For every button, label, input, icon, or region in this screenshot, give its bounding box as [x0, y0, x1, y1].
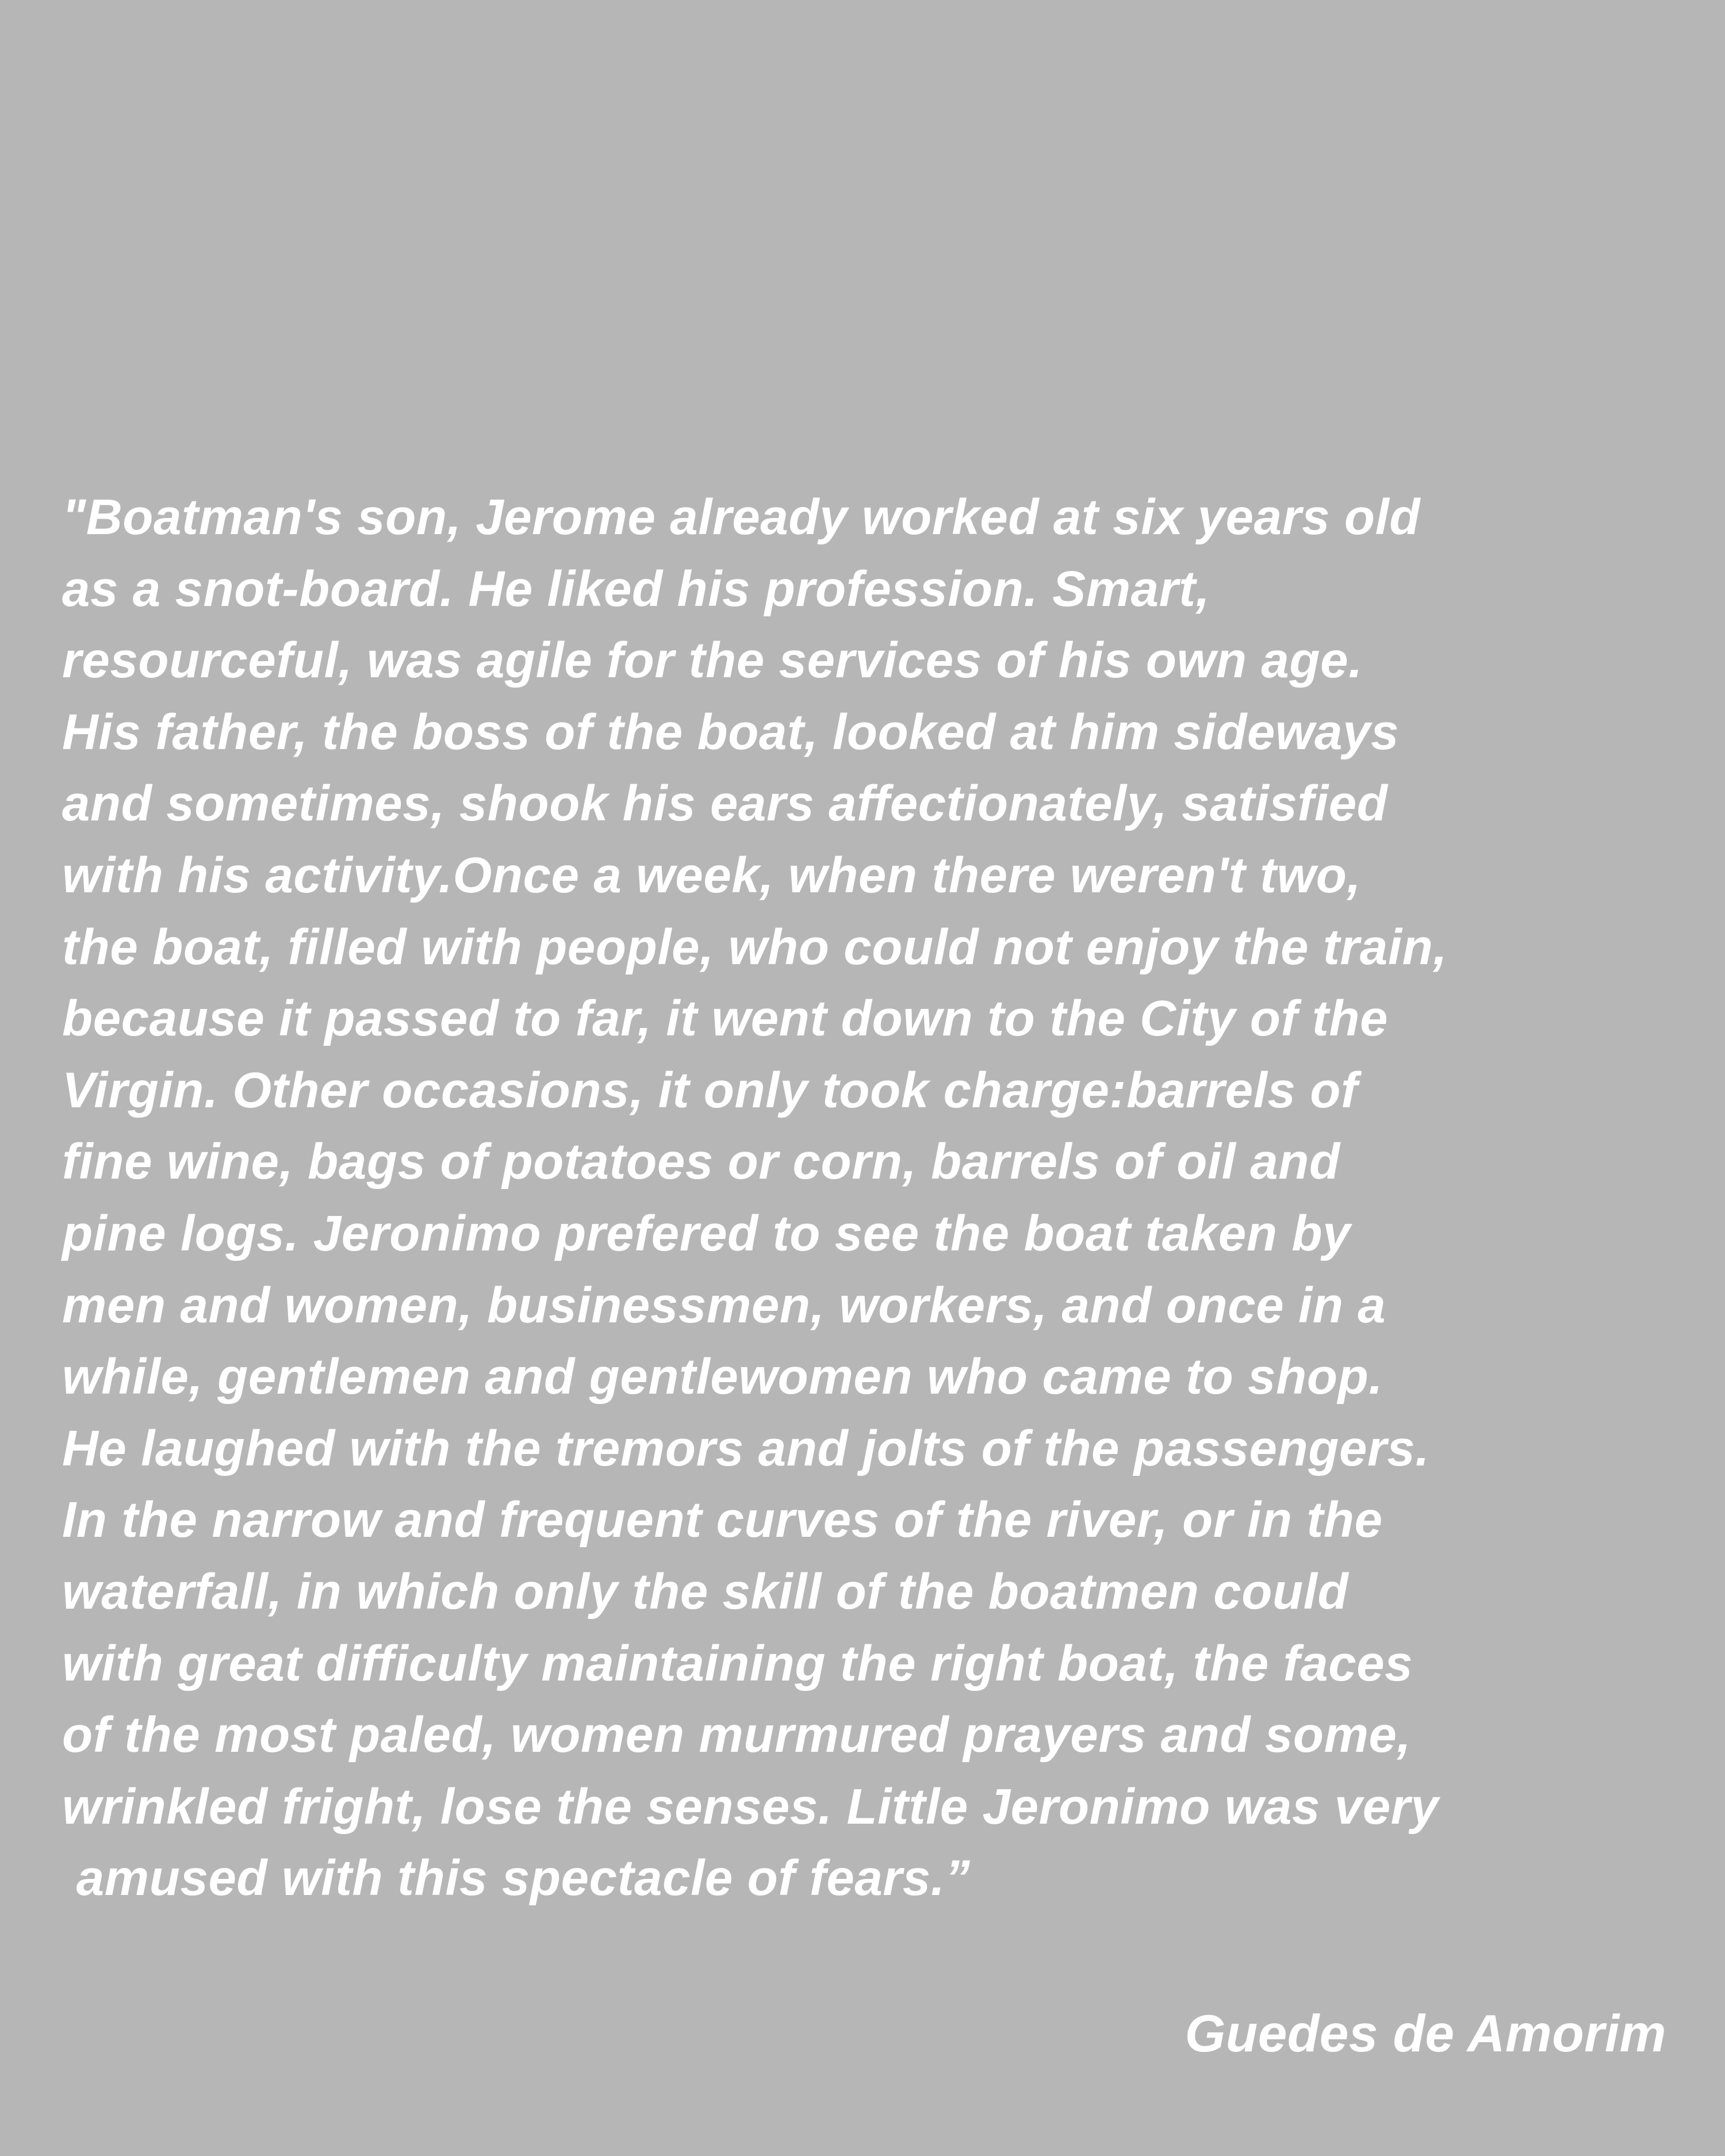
quote-line: wrinkled fright, lose the senses. Little Jeronimo was very	[62, 1778, 1439, 1835]
quote-line: and sometimes, shook his ears affectionately, satisfied	[62, 776, 1388, 832]
quote-line: His father, the boss of the boat, looked at him sideways	[62, 704, 1400, 760]
quote-line: amused with this spectacle of fears.”	[62, 1850, 971, 1906]
quote-line: resourceful, was agile for the services of his own age.	[62, 632, 1363, 689]
quote-line: In the narrow and frequent curves of the river, or in the	[62, 1492, 1383, 1548]
quote-line: with his activity.Once a week, when there weren't two,	[62, 847, 1362, 903]
quote-line: because it passed to far, it went down to the City of the	[62, 991, 1389, 1047]
quote-line: while, gentlemen and gentlewomen who came to shop.	[62, 1349, 1383, 1405]
quote-line: He laughed with the tremors and jolts of the passengers.	[62, 1420, 1430, 1476]
quote-line: fine wine, bags of potatoes or corn, barrels of oil and	[62, 1134, 1340, 1190]
quote-line: Virgin. Other occasions, it only took charge:barrels of	[62, 1062, 1358, 1118]
quote-line: men and women, businessmen, workers, and once in a	[62, 1277, 1386, 1333]
quote-line: the boat, filled with people, who could not enjoy the train,	[62, 919, 1448, 975]
quote-author: Guedes de Amorim	[1184, 2005, 1666, 2063]
quote-line: pine logs. Jeronimo prefered to see the boat taken by	[62, 1205, 1351, 1261]
quote-line: waterfall, in which only the skill of the boatmen could	[62, 1563, 1349, 1620]
quote-text	[62, 482, 1718, 1915]
quote-line: as a snot-board. He liked his profession. Smart,	[62, 561, 1210, 617]
quote-line: with great difficulty maintaining the right boat, the faces	[62, 1635, 1413, 1691]
quote-line: of the most paled, women murmured prayers and some,	[62, 1707, 1412, 1763]
quote-line: "Boatman's son, Jerome already worked at six years old	[62, 489, 1421, 545]
